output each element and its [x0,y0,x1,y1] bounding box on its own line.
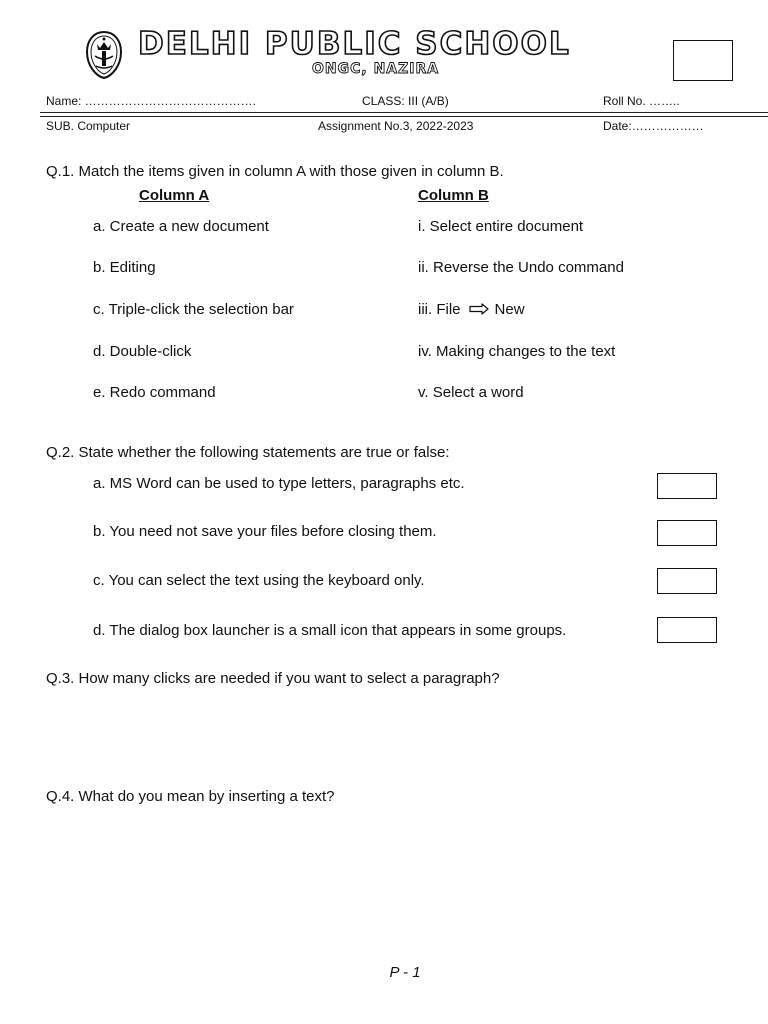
true-false-statement: a. MS Word can be used to type letters, paragraphs etc. [93,475,465,492]
class-field: CLASS: III (A/B) [362,94,449,108]
marks-box[interactable] [673,40,733,81]
roll-number-field[interactable]: Roll No. …….. [603,94,680,108]
true-false-answer-box[interactable] [657,473,717,499]
true-false-answer-box[interactable] [657,617,717,643]
column-b-item: i. Select entire document [418,218,584,235]
column-b-item: v. Select a word [418,384,524,401]
header-divider [40,112,768,113]
assignment-label: Assignment No.3, 2022-2023 [318,119,474,133]
page-number: P - 1 [389,964,421,981]
school-location: ONGC, NAZIRA [312,61,440,77]
column-a-item: c. Triple-click the selection bar [93,301,294,318]
column-b-item-text: iii. File [418,301,461,318]
column-b-heading: Column B [418,187,489,204]
true-false-answer-box[interactable] [657,520,717,546]
column-b-item-file-new [418,301,525,319]
true-false-statement: d. The dialog box launcher is a small icon that appears in some groups. [93,622,567,639]
column-a-heading: Column A [139,187,210,204]
column-b-item: ii. Reverse the Undo command [418,259,624,276]
true-false-statement: b. You need not save your files before closing them. [93,523,437,540]
name-field[interactable]: Name: ……………………………………. [46,94,257,108]
header-divider-double [40,116,768,117]
column-b-item-new: New [494,301,525,318]
true-false-statement: c. You can select the text using the keyboard only. [93,572,425,589]
column-b-item: iv. Making changes to the text [418,343,616,360]
question-4: Q.4. What do you mean by inserting a text? [46,788,335,805]
column-a-item: b. Editing [93,259,156,276]
column-a-item: e. Redo command [93,384,216,401]
column-a-item: a. Create a new document [93,218,269,235]
question-3: Q.3. How many clicks are needed if you want to select a paragraph? [46,670,500,687]
true-false-answer-box[interactable] [657,568,717,594]
school-name: DELHI PUBLIC SCHOOL [138,26,571,62]
question-2: Q.2. State whether the following statements are true or false: [46,444,450,461]
date-field[interactable]: Date:……………… [603,119,704,133]
subject-label: SUB. Computer [46,119,131,133]
column-a-item: d. Double-click [93,343,192,360]
school-emblem-icon [84,30,124,80]
question-1: Q.1. Match the items given in column A with those given in column B. [46,163,504,180]
double-right-arrow-icon [469,302,489,319]
